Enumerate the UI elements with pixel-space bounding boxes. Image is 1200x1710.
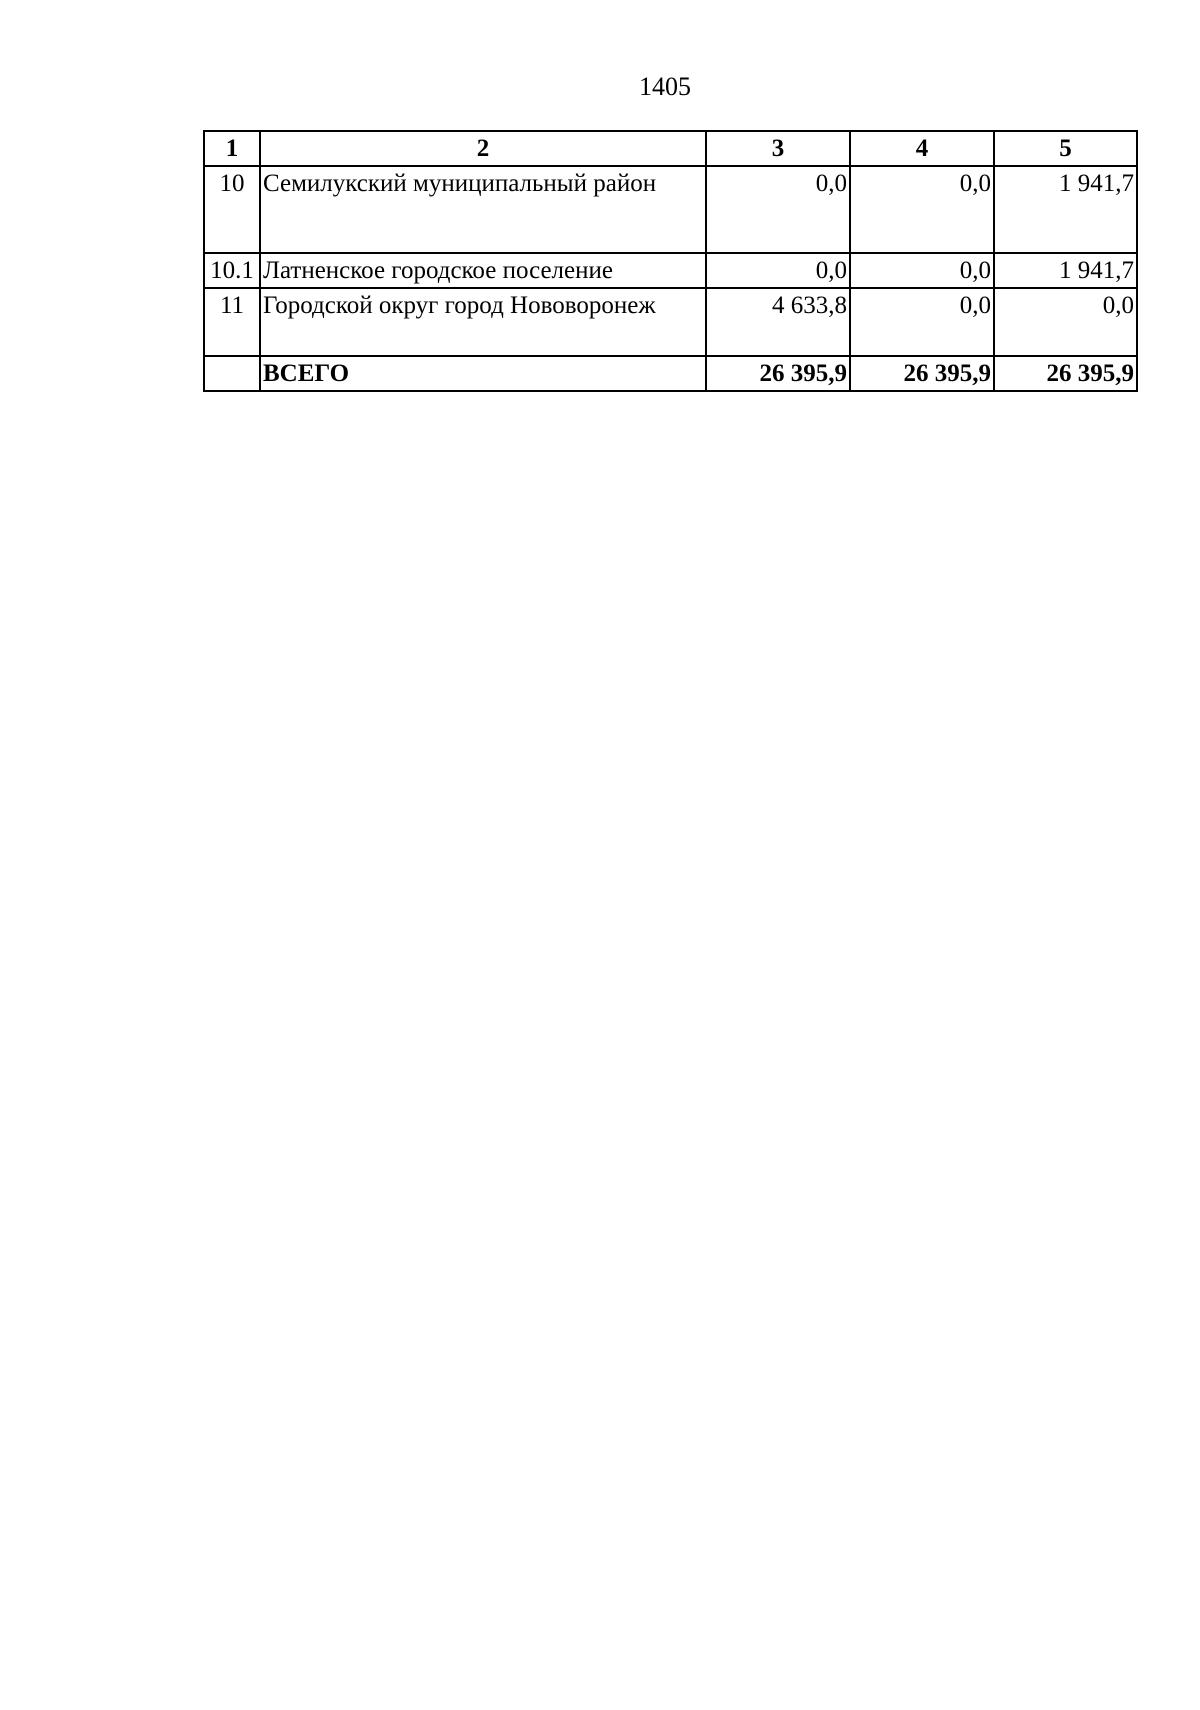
municipality-name: Городской округ город Нововоронеж	[260, 288, 706, 356]
value-col-4: 0,0	[850, 253, 994, 288]
row-number: 10	[204, 166, 260, 253]
table-row	[204, 166, 1137, 253]
total-col-3: 26 395,9	[706, 356, 850, 391]
row-number: 10.1	[204, 253, 260, 288]
column-header-4: 4	[850, 131, 994, 166]
table-row	[204, 253, 1137, 288]
allocation-table	[203, 130, 1138, 392]
total-col-4: 26 395,9	[850, 356, 994, 391]
column-header-3: 3	[706, 131, 850, 166]
value-col-4: 0,0	[850, 288, 994, 356]
value-col-4: 0,0	[850, 166, 994, 253]
value-col-3: 0,0	[706, 166, 850, 253]
row-number: 11	[204, 288, 260, 356]
municipality-name: Семилукский муниципальный район	[260, 166, 706, 253]
page-number: 1405	[639, 72, 691, 101]
total-row	[204, 356, 1137, 391]
column-header-1: 1	[204, 131, 260, 166]
municipality-name: Латненское городское поселение	[260, 253, 706, 288]
table-header-row	[204, 131, 1137, 166]
row-number	[204, 356, 260, 391]
value-col-3: 4 633,8	[706, 288, 850, 356]
value-col-5: 1 941,7	[994, 253, 1137, 288]
total-col-5: 26 395,9	[994, 356, 1137, 391]
column-header-5: 5	[994, 131, 1137, 166]
value-col-3: 0,0	[706, 253, 850, 288]
value-col-5: 0,0	[994, 288, 1137, 356]
total-label: ВСЕГО	[260, 356, 706, 391]
column-header-2: 2	[260, 131, 706, 166]
table-row	[204, 288, 1137, 356]
value-col-5: 1 941,7	[994, 166, 1137, 253]
